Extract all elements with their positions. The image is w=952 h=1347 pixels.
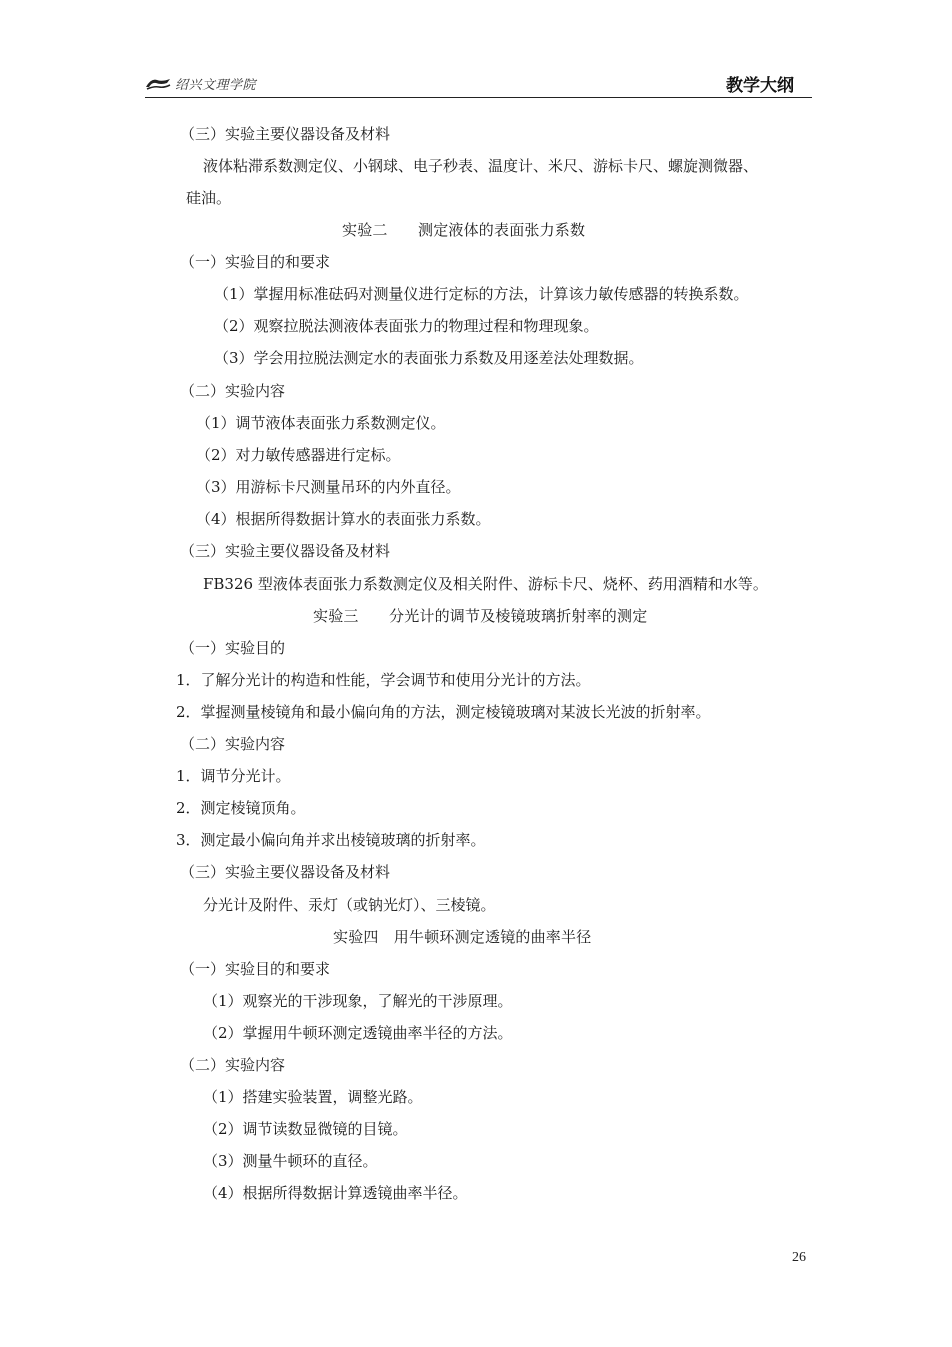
list-item: （3）用游标卡尺测量吊环的内外直径。 [196,478,461,496]
list-item: （1）观察光的干涉现象，了解光的干涉原理。 [203,992,513,1010]
list-item: （1）掌握用标准砝码对测量仪进行定标的方法，计算该力敏传感器的转换系数。 [214,285,749,303]
list-item: （2）掌握用牛顿环测定透镜曲率半径的方法。 [203,1024,513,1042]
section-heading: （二）实验内容 [180,1056,286,1074]
paragraph-text: 分光计及附件、汞灯（或钠光灯）、三棱镜。 [203,896,496,914]
list-item: （2）观察拉脱法测液体表面张力的物理过程和物理现象。 [214,317,599,335]
section-heading: （二）实验内容 [180,382,286,400]
logo-mark-icon [145,75,171,91]
list-item: 3．测定最小偏向角并求出棱镜玻璃的折射率。 [176,831,486,849]
list-item: （3）学会用拉脱法测定水的表面张力系数及用逐差法处理数据。 [214,349,644,367]
section-heading: （二）实验内容 [180,735,286,753]
list-item: （1）调节液体表面张力系数测定仪。 [196,414,446,432]
experiment-title: 实验二 测定液体的表面张力系数 [342,221,586,239]
page-number: 26 [792,1250,806,1265]
experiment-title: 实验四 用牛顿环测定透镜的曲率半径 [333,928,592,946]
list-item: （4）根据所得数据计算水的表面张力系数。 [196,510,491,528]
section-heading: （一）实验目的和要求 [180,253,331,271]
section-heading: （三）实验主要仪器设备及材料 [180,125,391,143]
list-item: 2．测定棱镜顶角。 [176,799,306,817]
logo-text: 绍兴文理学院 [175,77,257,93]
list-item: 2．掌握测量棱镜角和最小偏向角的方法，测定棱镜玻璃对某波长光波的折射率。 [176,703,711,721]
list-item: （4）根据所得数据计算透镜曲率半径。 [203,1184,468,1202]
section-heading: （一）实验目的和要求 [180,960,331,978]
document-title: 教学大纲 [726,76,794,96]
list-item: 1．了解分光计的构造和性能，学会调节和使用分光计的方法。 [176,671,591,689]
list-item: 1．调节分光计。 [176,767,291,785]
page-header [145,68,812,98]
paragraph-text: FB326 型液体表面张力系数测定仪及相关附件、游标卡尺、烧杯、药用酒精和水等。 [203,575,768,593]
section-heading: （三）实验主要仪器设备及材料 [180,542,391,560]
university-logo [145,72,256,94]
header-rule [145,97,812,98]
paragraph-text: 液体粘滞系数测定仪、小钢球、电子秒表、温度计、米尺、游标卡尺、螺旋测微器、 [203,157,759,175]
list-item: （2）调节读数显微镜的目镜。 [203,1120,408,1138]
list-item: （2）对力敏传感器进行定标。 [196,446,401,464]
list-item: （3）测量牛顿环的直径。 [203,1152,378,1170]
paragraph-text: 硅油。 [186,189,232,207]
section-heading: （一）实验目的 [180,639,286,657]
section-heading: （三）实验主要仪器设备及材料 [180,863,391,881]
experiment-title: 实验三 分光计的调节及棱镜玻璃折射率的测定 [313,607,648,625]
list-item: （1）搭建实验装置，调整光路。 [203,1088,423,1106]
